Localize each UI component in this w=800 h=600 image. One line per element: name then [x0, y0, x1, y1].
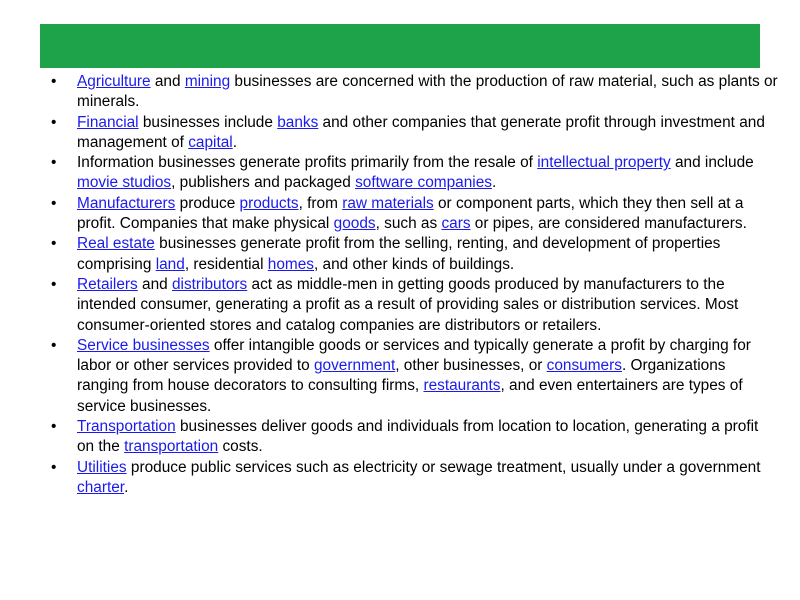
hyperlink[interactable]: government	[313, 357, 396, 375]
bullet-item	[49, 194, 779, 235]
bullet-text: and	[150, 73, 185, 90]
bullet-text: businesses are concerned with the production of raw material, such as plants or minerals.	[77, 73, 778, 111]
bullet-text: or component parts, which they then sell at a profit. Companies that make physical	[77, 194, 744, 233]
hyperlink[interactable]: intellectual property	[537, 154, 671, 172]
bullet-text: , other businesses, or	[395, 357, 547, 375]
bullet-item	[49, 113, 779, 154]
bullet-item	[49, 275, 779, 336]
bullet-item	[49, 336, 779, 417]
hyperlink[interactable]: software companies	[355, 174, 492, 192]
bullet-text: and other companies that generate profit through investment and management of	[77, 113, 765, 151]
bullet-text: , such as	[375, 215, 442, 233]
hyperlink[interactable]: Transportation	[77, 418, 176, 436]
hyperlink[interactable]: land	[155, 255, 185, 273]
bullet-text: businesses deliver goods and individuals from location to location, generating a profit on the	[77, 418, 759, 456]
hyperlink[interactable]: capital	[188, 133, 233, 151]
bullet-item	[49, 458, 779, 499]
hyperlink[interactable]: Financial	[77, 113, 139, 131]
bullet-text: .	[124, 478, 129, 496]
bullet-text: , and other kinds of buildings.	[314, 255, 515, 273]
bullet-item	[49, 234, 779, 275]
hyperlink[interactable]: products	[239, 194, 299, 212]
bullet-text: and include	[670, 154, 754, 172]
bullet-text: produce	[175, 194, 240, 212]
hyperlink[interactable]: goods	[333, 215, 376, 233]
bullet-item	[49, 72, 779, 113]
hyperlink[interactable]: Service businesses	[77, 336, 210, 354]
hyperlink[interactable]: Retailers	[77, 275, 138, 293]
bullet-text: .	[491, 174, 497, 192]
hyperlink[interactable]: banks	[277, 113, 319, 131]
bullet-text: offer intangible goods or services and typically generate a profit by charging for labor or other services provided to	[77, 336, 751, 375]
hyperlink[interactable]: distributors	[171, 275, 248, 293]
bullet-text: , publishers and packaged	[171, 174, 356, 192]
hyperlink[interactable]: cars	[441, 215, 471, 233]
hyperlink[interactable]: movie studios	[77, 174, 172, 192]
hyperlink[interactable]: transportation	[124, 438, 219, 456]
bullet-text: businesses generate profit from the selling, renting, and development of properties comprising	[77, 235, 721, 273]
bullet-text: businesses include	[138, 113, 278, 131]
business-types-list	[49, 72, 779, 498]
bullet-text: Information businesses generate profits primarily from the resale of	[77, 154, 538, 172]
hyperlink[interactable]: restaurants	[423, 377, 501, 395]
bullet-text: and	[137, 275, 172, 293]
bullet-text: . Organizations ranging from house decorators to consulting firms,	[77, 357, 726, 395]
bullet-text: produce public services such as electricity or sewage treatment, usually under a government	[126, 458, 761, 476]
hyperlink[interactable]: Real estate	[77, 235, 155, 253]
bullet-text: costs.	[218, 438, 263, 456]
hyperlink[interactable]: charter	[77, 478, 125, 496]
slide-header-bar	[40, 24, 760, 68]
hyperlink[interactable]: raw materials	[342, 194, 434, 212]
hyperlink[interactable]: homes	[267, 255, 314, 273]
bullet-text: , and even entertainers are types of service businesses.	[77, 377, 743, 415]
bullet-item	[49, 153, 779, 194]
hyperlink[interactable]: consumers	[546, 357, 622, 375]
bullet-text: act as middle-men in getting goods produced by manufacturers to the intended consumer, generating a profit as a result of providing sales or distribution services. Most consumer-oriented stores and catalog companies are distributors or retailers.	[77, 275, 739, 334]
hyperlink[interactable]: mining	[184, 73, 231, 90]
hyperlink[interactable]: Agriculture	[77, 73, 151, 90]
hyperlink[interactable]: Utilities	[77, 458, 127, 476]
bullet-text: or pipes, are considered manufacturers.	[470, 215, 747, 233]
bullet-text: .	[232, 133, 238, 151]
bullet-text: , from	[298, 194, 343, 212]
hyperlink[interactable]: Manufacturers	[77, 194, 176, 212]
bullet-item	[49, 417, 779, 458]
bullet-text: , residential	[184, 255, 268, 273]
